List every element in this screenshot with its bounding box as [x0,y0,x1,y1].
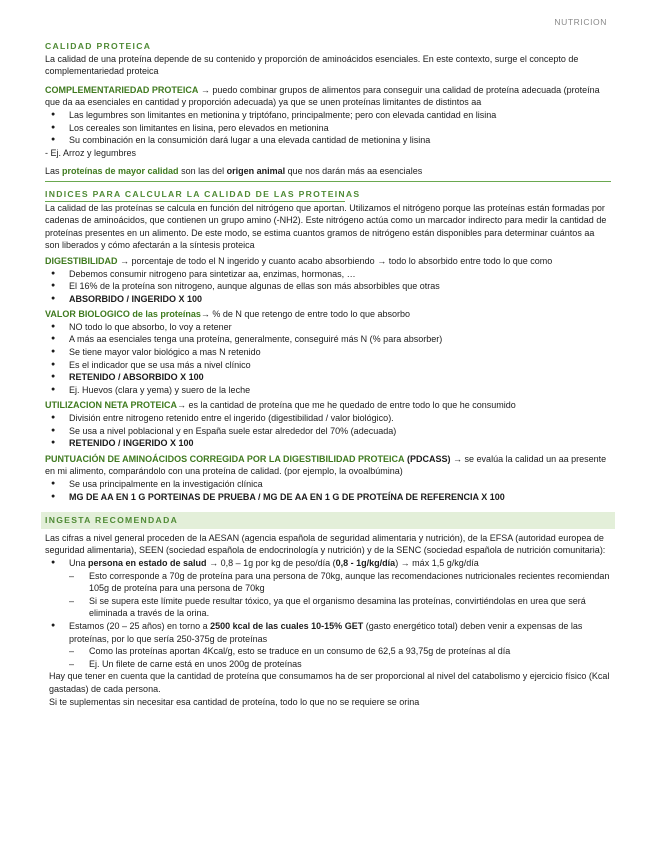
highlight-origen-animal: origen animal [226,166,286,177]
paragraph: La calidad de una proteína depende de su contenido y proporción de aminoácidos esenciales. En este contexto, surge el concepto de complementariedad proteica [45,53,579,77]
paragraph: Si te suplementas sin necesitar esa cantidad de proteína, todo lo que no se requiere se orina [49,696,420,707]
bullet-list [45,109,611,147]
list-item: ● Es el indicador que se usa más a nivel clínico [45,359,611,372]
sub-list-item: – Como las proteínas aportan 4Kcal/g, esto se traduce en un consumo de 62,5 a 93,75g de proteínas al día [45,645,611,658]
paragraph: La calidad de las proteínas se calcula en función del nitrógeno que aportan. Utilizamos el nitrógeno porque las proteínas están formadas por cadenas de aminoácidos, que contienen un grupo amino (-NH2). Este nitrógeno actúa como un marcador indirecto para medir la cantidad de proteínas presentes en un alimento. De este modo, se estima cuantos gramos de nitrógeno están disponibles para determinar cuántos aa son liberados y cómo afectarán a la síntesis proteica [45,202,607,251]
sub-list-item: – Si se supera este límite puede resultar tóxico, ya que el organismo desamina las proteínas, convirtiéndolas en urea que será eliminada a través de la orina. [45,595,611,620]
list-item-persona-salud: ● Una persona en estado de salud → 0,8 – 1g por kg de peso/día (0,8 - 1g/kg/día) → máx 1,5 g/kg/día [45,557,611,570]
term-valor-biologico: VALOR BIOLOGICO de las proteínas [45,309,201,320]
bullet-list [45,557,611,570]
sub-list-item: – Ej. Un filete de carne está en unos 200g de proteínas [45,658,611,671]
paragraph-valor-biologico: VALOR BIOLOGICO de las proteínas→ % de N que retengo de entre todo lo que absorbo [45,309,411,320]
paragraph-conclusion: Las proteínas de mayor calidad son las del origen animal que nos darán más aa esenciales [45,166,423,177]
sub-list [45,645,611,670]
section-title-calidad-proteica: CALIDAD PROTEICA [45,41,152,51]
list-item: ● Las legumbres son limitantes en metionina y triptófano, principalmente; pero con elevada cantidad en lisina [45,109,611,122]
example-line: - Ej. Arroz y legumbres [45,147,137,158]
list-item-edad: ● Estamos (20 – 25 años) en torno a 2500 kcal de las cuales 10-15% GET (gasto energético total) deben venir a expensas de las proteínas, por lo que sería 250-375g de proteínas [45,620,611,645]
paragraph-digestibilidad: DIGESTIBILIDAD → porcentaje de todo el N ingerido y cuanto acabo absorbiendo → todo lo absorbido entre todo lo que como [45,255,553,266]
bullet-list [45,412,611,450]
document-body [45,40,611,708]
term-utilizacion-neta: UTILIZACION NETA PROTEICA [45,400,177,411]
term-pdcaas: PUNTUACIÓN DE AMINOÁCIDOS CORREGIDA POR LA DIGESTIBILIDAD PROTEICA [45,453,405,464]
bullet-list [45,268,611,306]
list-item: ● NO todo lo que absorbo, lo voy a retener [45,321,611,334]
paragraph-unp: UTILIZACION NETA PROTEICA→ es la cantidad de proteína que me he quedado de entre todo lo que he consumido [45,400,516,411]
list-item: ● Los cereales son limitantes en lisina, pero elevados en metionina [45,122,611,135]
list-item: ● El 16% de la proteína son nitrogeno, aunque algunas de ellas son más absorbibles que otras [45,280,611,293]
formula-pdcaas: ● MG DE AA EN 1 G PORTEINAS DE PRUEBA / MG DE AA EN 1 G DE PROTEÍNA DE REFERENCIA X 100 [45,491,611,504]
highlight-kcal: 2500 kcal de las cuales 10-15% GET [210,620,364,631]
paragraph: Las cifras a nivel general proceden de la AESAN (agencia española de seguridad alimentaria y nutrición), de la EFSA (autoridad europea de seguridad alimentaria), SEEN (sociedad española de endocrinología y nutrición) y de la SENC (sociedad española de nutrición comunitaria): [45,532,606,556]
paragraph-pdcaas: PUNTUACIÓN DE AMINOÁCIDOS CORREGIDA POR LA DIGESTIBILIDAD PROTEICA (PDCASS) → se evalúa la calidad un aa presente en mi alimento, comparándolo con una proteína de calidad. (por ejemplo, la ovoalbúmina) [45,453,607,477]
bullet-list [45,321,611,397]
section-title-ingesta: INGESTA RECOMENDADA [41,512,615,529]
paragraph: Hay que tener en cuenta que la cantidad de proteína que consumamos ha de ser proporcional al nivel del catabolismo y ejercicio físico (Kcal gastadas) de cada persona. [49,671,610,694]
list-item: ● Se usa principalmente en la investigación clínica [45,478,611,491]
list-item: ● Se usa a nivel poblacional y en España suele estar alrededor del 70% (adecuada) [45,425,611,438]
formula-digestibilidad: ● ABSORBIDO / INGERIDO X 100 [45,293,611,306]
paragraph-complementariedad: COMPLEMENTARIEDAD PROTEICA → puedo combinar grupos de alimentos para conseguir una calidad de proteína adecuada (proteína que da aa esenciales en cantidad y proporción adecuada) ya que se unen proteínas limitantes de distintos aa [45,84,600,108]
list-item: ● Ej. Huevos (clara y yema) y suero de la leche [45,384,611,397]
list-item: ● Se tiene mayor valor biológico a mas N retenido [45,346,611,359]
highlight-persona-salud: persona en estado de salud [88,557,207,568]
formula-unp: ● RETENIDO / INGERIDO X 100 [45,437,611,450]
running-header: NUTRICION [554,17,607,27]
list-item: ● A más aa esenciales tenga una proteína, generalmente, conseguiré más N (% para absorber) [45,333,611,346]
section-title-indices: INDICES PARA CALCULAR LA CALIDAD DE LAS PROTEINAS [45,188,361,199]
list-item: ● Debemos consumir nitrogeno para sintetizar aa, enzimas, hormonas, … [45,268,611,281]
highlight-mayor-calidad: proteínas de mayor calidad [62,166,179,177]
bullet-list [45,478,611,503]
term-digestibilidad: DIGESTIBILIDAD [45,255,118,266]
list-item: ● Su combinación en la consumición dará lugar a una elevada cantidad de metionina y lisina [45,134,611,147]
term-complementariedad: COMPLEMENTARIEDAD PROTEICA [45,84,199,95]
formula-valor-biologico: ● RETENIDO / ABSORBIDO X 100 [45,371,611,384]
list-item: ● División entre nitrogeno retenido entre el ingerido (digestibilidad / valor biológico). [45,412,611,425]
bullet-list [45,620,611,645]
sub-list [45,570,611,620]
sub-list-item: – Esto corresponde a 70g de proteína para una persona de 70kg, aunque las recomendaciones nutricionales recientes recomiendan 105g de proteína para una persona de 70kg [45,570,611,595]
